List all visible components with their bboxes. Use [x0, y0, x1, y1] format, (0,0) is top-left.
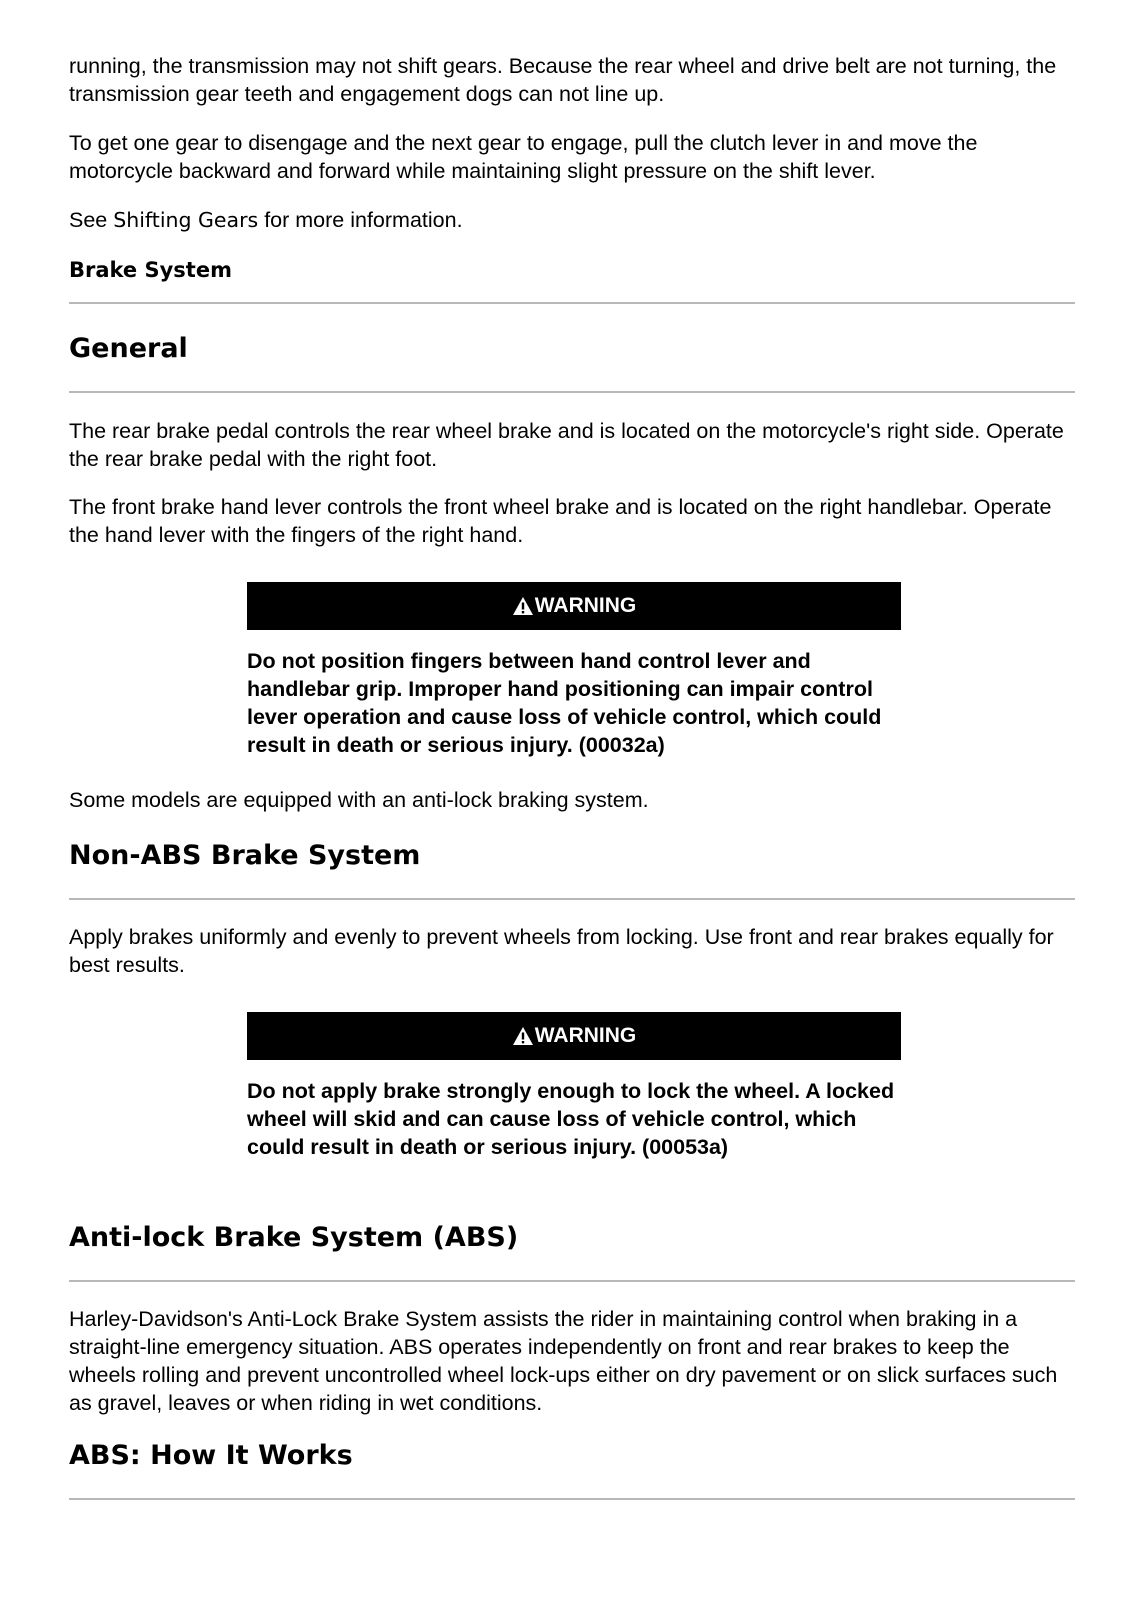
general-heading: General	[69, 333, 188, 364]
see-reference-line	[69, 206, 1075, 234]
brake-system-subheading: Brake System	[69, 258, 232, 282]
divider	[69, 898, 1075, 900]
warning-label: WARNING	[534, 594, 637, 617]
shifting-gears-link[interactable]: Shifting Gears	[113, 208, 259, 232]
divider	[69, 1498, 1075, 1500]
see-prefix: See	[69, 208, 114, 232]
non-abs-paragraph-1: Apply brakes uniformly and evenly to prevent wheels from locking. Use front and rear brakes equally for best results.	[69, 925, 1054, 977]
warning-label: WARNING	[534, 1024, 637, 1047]
abs-heading: Anti-lock Brake System (ABS)	[69, 1222, 519, 1253]
warning-triangle-icon	[512, 596, 534, 616]
general-paragraph-2: The front brake hand lever controls the front wheel brake and is located on the right handlebar. Operate the hand lever with the fingers of the right hand.	[69, 495, 1052, 547]
abs-paragraph-1: Harley-Davidson's Anti-Lock Brake System assists the rider in maintaining control when braking in a straight-line emergency situation. ABS operates independently on front and rear brakes to keep the wheels rolling and prevent uncontrolled wheel lock-ups either on dry pavement or on slick surfaces such as gravel, leaves or when riding in wet conditions.	[69, 1307, 1058, 1415]
warning-header	[247, 582, 901, 630]
intro-paragraph-1: running, the transmission may not shift gears. Because the rear wheel and drive belt are not turning, the transmission gear teeth and engagement dogs can not line up.	[69, 54, 1057, 106]
general-paragraph-3: Some models are equipped with an anti-lock braking system.	[69, 788, 649, 812]
warning-callout-hand-lever	[247, 582, 901, 759]
warning-triangle-icon	[512, 1026, 534, 1046]
warning-text: Do not apply brake strongly enough to lock the wheel. A locked wheel will skid and can cause loss of vehicle control, which could result in death or serious injury. (00053a)	[247, 1079, 895, 1159]
non-abs-heading: Non-ABS Brake System	[69, 840, 421, 871]
warning-callout-lock-wheel	[247, 1012, 901, 1161]
warning-header	[247, 1012, 901, 1060]
divider	[69, 302, 1075, 304]
general-paragraph-1: The rear brake pedal controls the rear wheel brake and is located on the motorcycle's right side. Operate the rear brake pedal with the right foot.	[69, 419, 1064, 471]
see-suffix: for more information.	[258, 208, 463, 232]
warning-text: Do not position fingers between hand control lever and handlebar grip. Improper hand positioning can impair control lever operation and cause loss of vehicle control, which could result in death or serious injury. (00032a)	[247, 649, 882, 757]
abs-how-it-works-heading: ABS: How It Works	[69, 1440, 353, 1471]
divider	[69, 391, 1075, 393]
divider	[69, 1280, 1075, 1282]
intro-paragraph-2: To get one gear to disengage and the next gear to engage, pull the clutch lever in and move the motorcycle backward and forward while maintaining slight pressure on the shift lever.	[69, 131, 978, 183]
